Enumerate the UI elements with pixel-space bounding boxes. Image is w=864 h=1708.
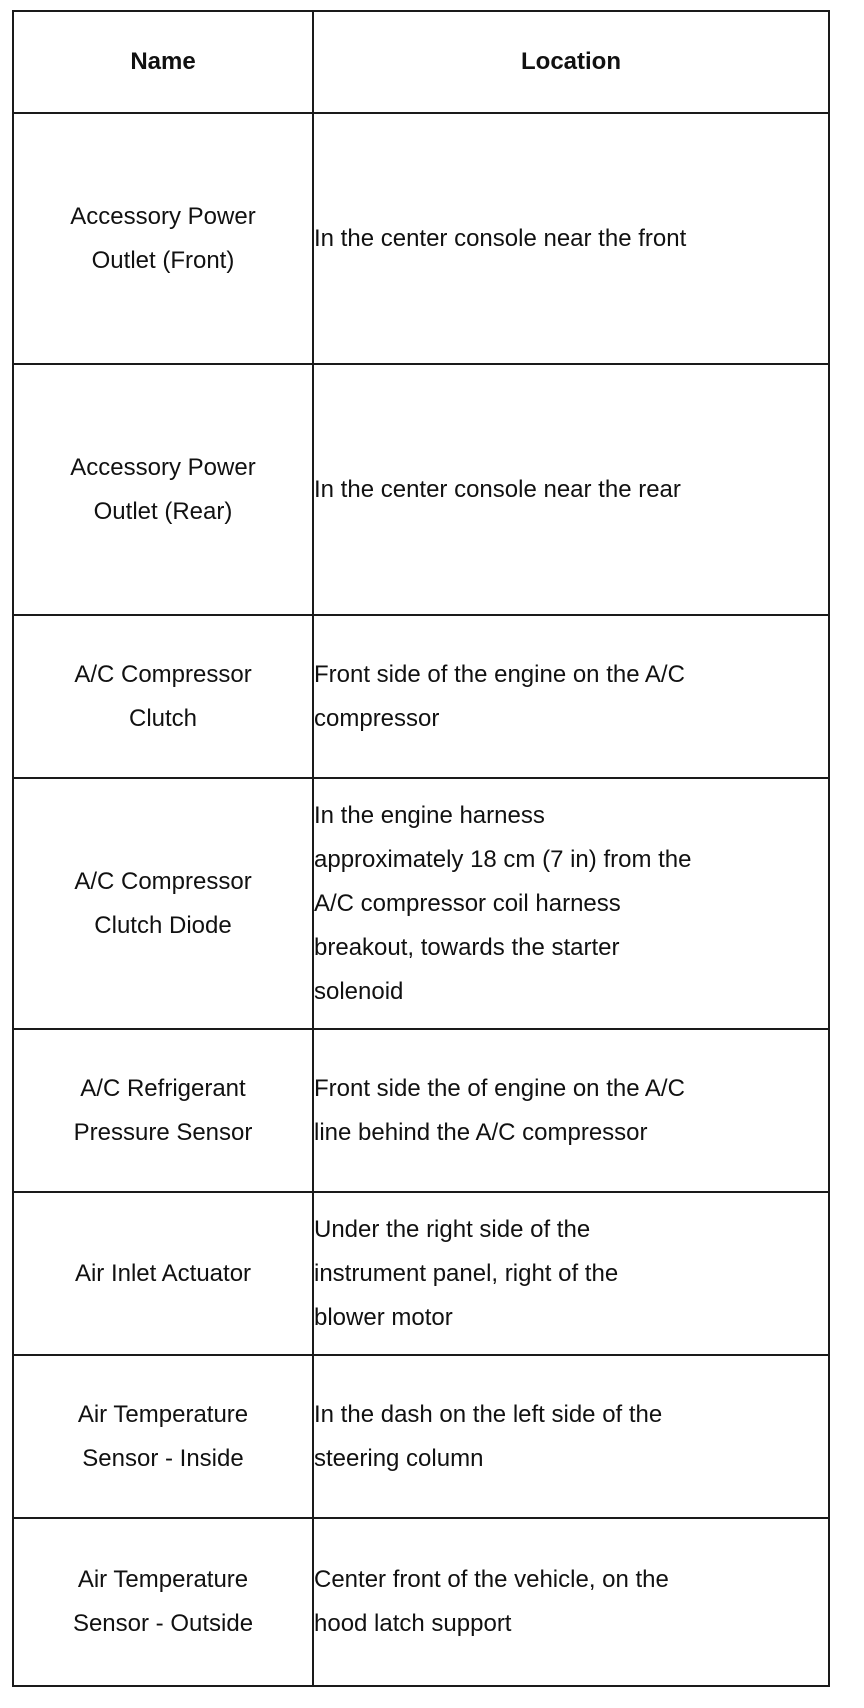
component-location-line: blower motor <box>314 1303 453 1331</box>
component-name-line: A/C Compressor <box>74 867 252 895</box>
table-row <box>13 1518 829 1686</box>
table-header-row <box>13 11 829 113</box>
component-location-cell <box>313 1518 829 1686</box>
component-name-line: Accessory Power <box>70 202 256 230</box>
component-location-line: A/C compressor coil harness <box>314 889 621 917</box>
component-location-cell <box>313 364 829 615</box>
component-locator-table <box>12 10 830 1687</box>
component-name-line: Sensor - Inside <box>82 1444 244 1472</box>
component-location-cell <box>313 113 829 364</box>
component-location-line: In the center console near the front <box>314 224 687 252</box>
table-row <box>13 778 829 1029</box>
table-row <box>13 1029 829 1192</box>
component-location-line: Under the right side of the <box>314 1215 591 1243</box>
component-name-line: Outlet (Rear) <box>93 497 233 525</box>
component-location-line: breakout, towards the starter <box>314 933 620 961</box>
table-row <box>13 113 829 364</box>
component-name-cell <box>13 1029 313 1192</box>
table-row <box>13 1192 829 1355</box>
component-name-cell <box>13 615 313 778</box>
component-location-line: instrument panel, right of the <box>314 1259 619 1287</box>
component-location-cell <box>313 1029 829 1192</box>
component-name-cell <box>13 1518 313 1686</box>
component-name-line: Pressure Sensor <box>73 1118 253 1146</box>
component-name-cell <box>13 113 313 364</box>
table-row <box>13 615 829 778</box>
component-name-line: A/C Compressor <box>74 660 252 688</box>
component-name-line: Accessory Power <box>70 453 256 481</box>
component-location-line: Center front of the vehicle, on the <box>314 1566 669 1593</box>
component-name-line: Air Temperature <box>77 1566 249 1593</box>
component-name-line: A/C Refrigerant <box>80 1074 246 1102</box>
table-row <box>13 1355 829 1518</box>
component-location-line: Front side of the engine on the A/C <box>314 660 685 688</box>
component-location-cell <box>313 778 829 1029</box>
component-name-line: Air Inlet Actuator <box>74 1259 252 1287</box>
component-location-line: Front side the of engine on the A/C <box>314 1074 685 1102</box>
component-name-cell <box>13 778 313 1029</box>
component-name-cell <box>13 1192 313 1355</box>
name-column-header: Name <box>13 11 313 113</box>
component-name-line: Outlet (Front) <box>91 246 235 274</box>
component-location-cell <box>313 1355 829 1518</box>
component-location-line: steering column <box>314 1444 484 1472</box>
component-location-line: In the center console near the rear <box>314 475 681 503</box>
component-location-line: In the engine harness <box>314 801 545 829</box>
component-location-line: solenoid <box>314 977 404 1005</box>
component-name-cell <box>13 1355 313 1518</box>
component-location-cell <box>313 1192 829 1355</box>
component-name-line: Sensor - Outside <box>72 1610 254 1637</box>
component-location-line: compressor <box>314 704 440 732</box>
component-location-line: hood latch support <box>314 1610 512 1637</box>
component-name-cell <box>13 364 313 615</box>
component-name-line: Clutch <box>128 704 198 732</box>
component-location-line: line behind the A/C compressor <box>314 1118 648 1146</box>
component-location-line: In the dash on the left side of the <box>314 1400 663 1428</box>
table-row <box>13 364 829 615</box>
component-name-line: Air Temperature <box>77 1400 249 1428</box>
component-location-line: approximately 18 cm (7 in) from the <box>314 845 692 873</box>
component-name-line: Clutch Diode <box>94 911 232 939</box>
location-column-header: Location <box>313 11 829 113</box>
component-location-cell <box>313 615 829 778</box>
